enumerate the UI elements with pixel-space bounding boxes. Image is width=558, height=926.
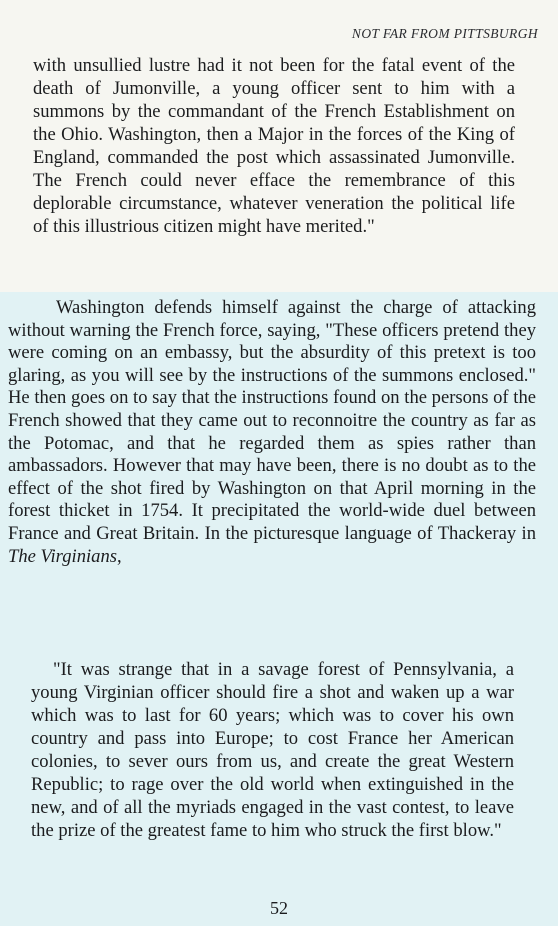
paragraph-trailing: , — [116, 545, 122, 567]
page-number: 52 — [270, 898, 288, 918]
body-paragraph — [8, 297, 536, 568]
running-header: NOT FAR FROM PITTSBURGH — [351, 26, 538, 41]
book-title: The Virginians — [8, 545, 117, 567]
thackeray-quote: "It was strange that in a savage forest of Pennsylvania, a young Virginian officer should fire a shot and waken up a war which was to last for 60 years; which was to cover his own country and pass into Europe; to cost France her American colonies, to sever ours from us, and create the great Western Republic; to rage over the old world when extinguished in the new, and of all the myriads engaged in the vast contest, to leave the prize of the greatest fame to him who struck the first blow." — [31, 659, 514, 841]
block-quote-continued: with unsullied lustre had it not been for the fatal event of the death of Jumonville, a young officer sent to him with a summons by the commandant of the French Establishment on the Ohio. Washington, then a Major in the forces of the King of England, commanded the post which assassinated Jumonville. The French could never efface the remembrance of this deplorable circumstance, whatever veneration the political life of this illustrious citizen might have merited." — [33, 55, 515, 237]
paragraph-text: Washington defends himself against the charge of attacking without warning the French force, saying, "These officers pretend they were coming on an embassy, but the absurdity of this pretext is too glaring, as you will see by the instructions of the summons enclosed." He then goes on to say that the instructions found on the persons of the French showed that they came out to reconnoitre the country as far as the Potomac, and that he regarded them as spies rather than ambassadors. However that may have been, there is no doubt as to the effect of the shot fired by Washington on that April morning in the forest thicket in 1754. It precipitated the world-wide duel between France and Great Britain. In the picturesque language of Thackeray in — [8, 297, 536, 544]
